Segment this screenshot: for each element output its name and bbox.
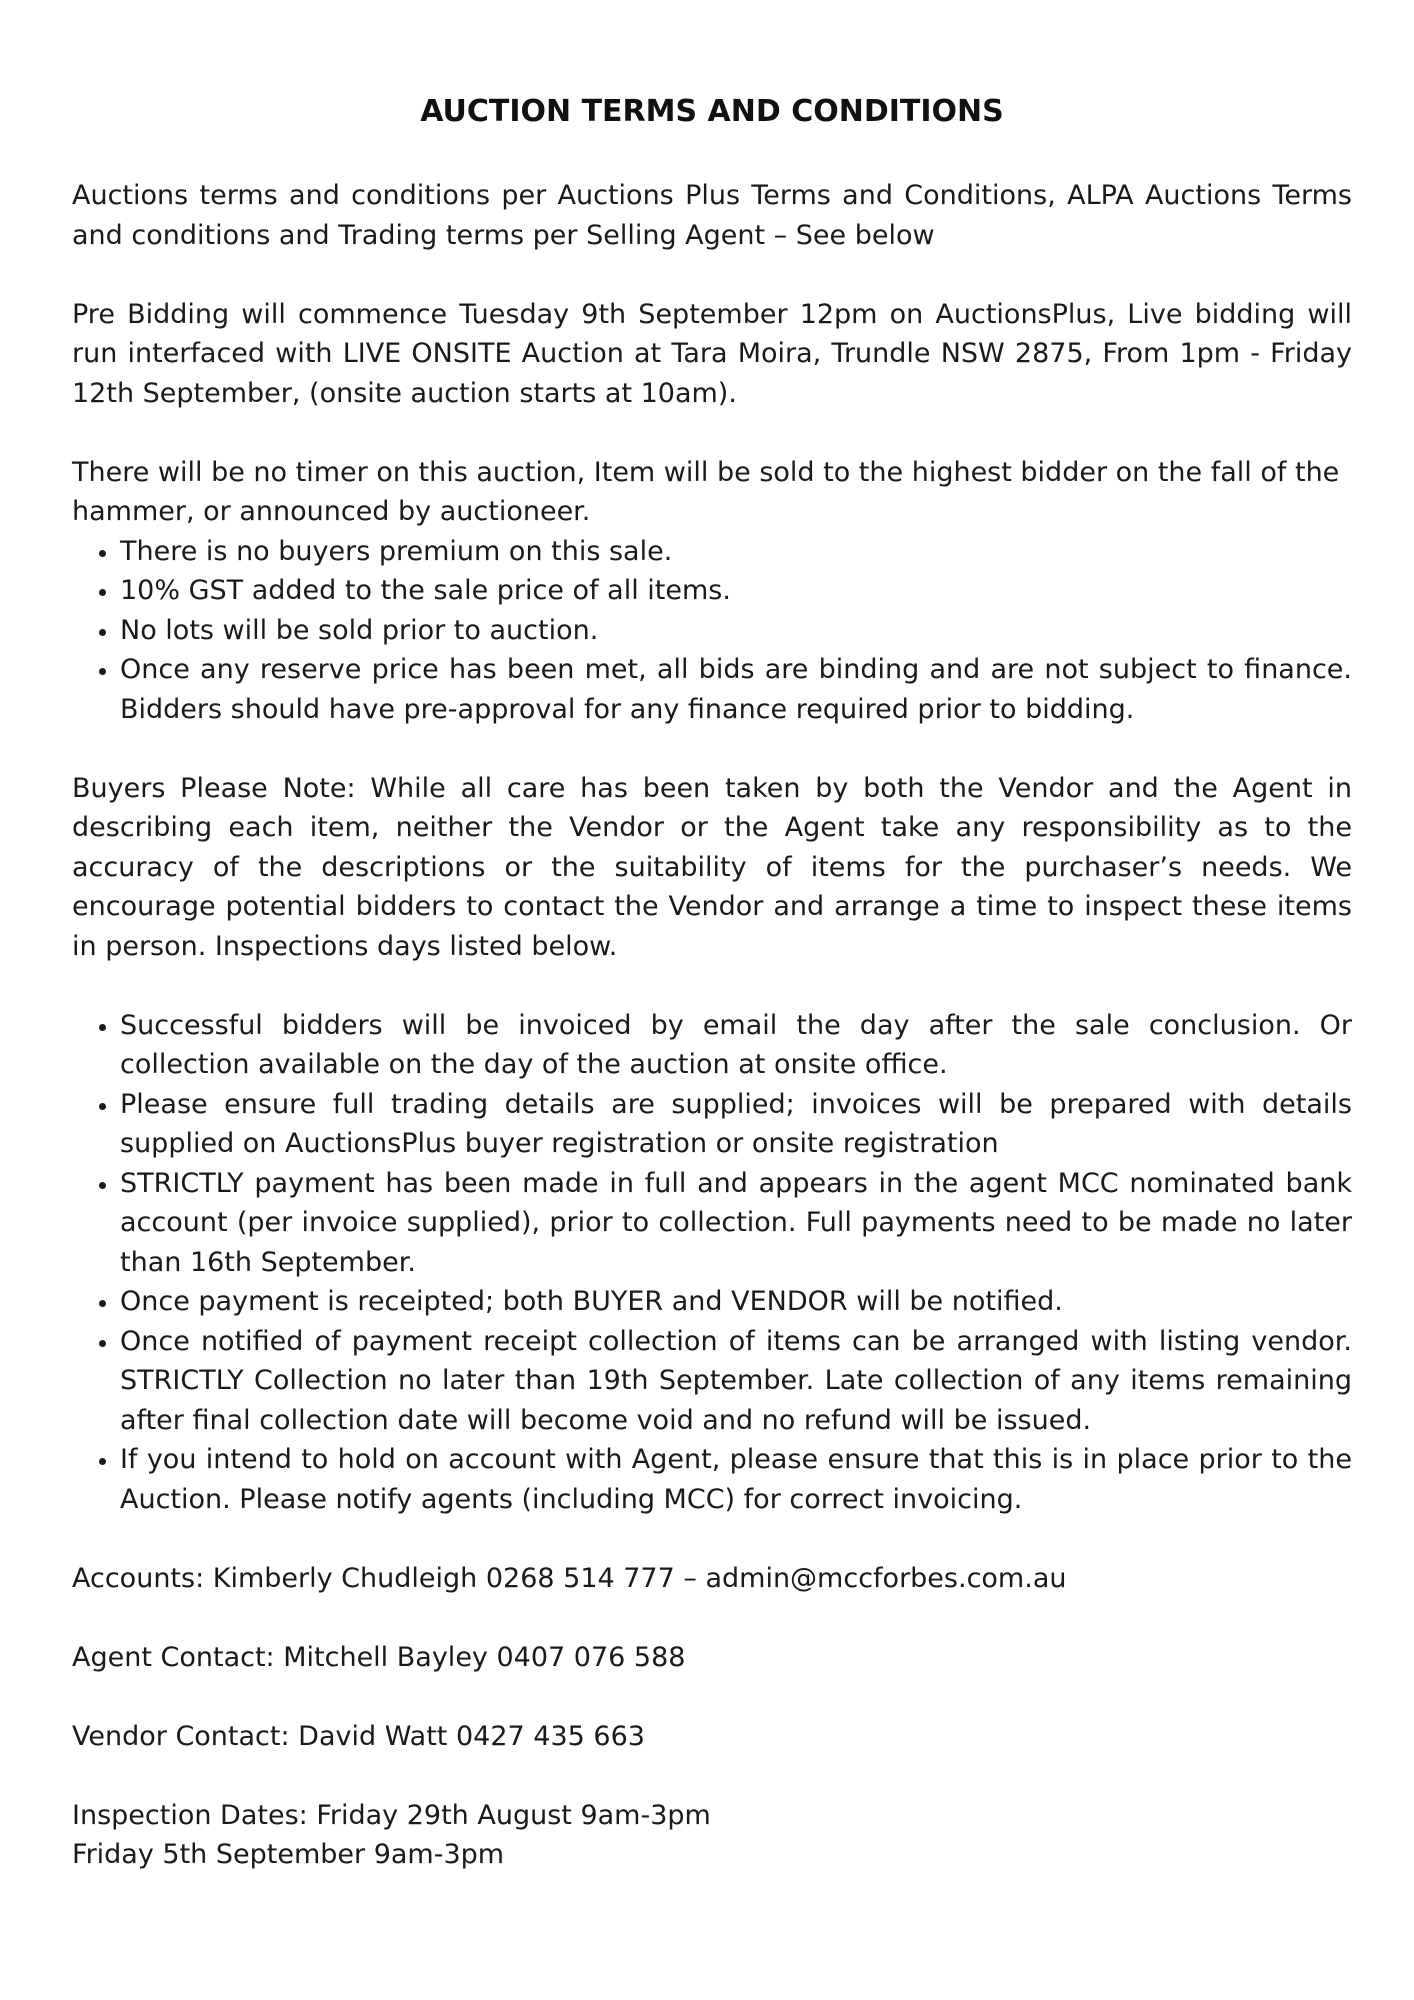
document-page [72,92,1352,1875]
terms-list [72,532,1352,730]
buyers-note-paragraph: Buyers Please Note: While all care has been taken by both the Vendor and the Agent in describing each item, neither the Vendor or the Agent take any responsibility as to the accuracy of the descriptions or the suitability of items for the purchaser’s needs. We encourage potential bidders to contact the Vendor and arrange a time to inspect these items in person. Inspections days listed below. [72,772,1352,962]
list-item: • 10% GST added to the sale price of all items. [120,571,1352,611]
list-item: • If you intend to hold on account with Agent, please ensure that this is in place prior to the Auction. Please notify agents (including MCC) for correct invoicing. [120,1440,1352,1519]
list-item: • Please ensure full trading details are supplied; invoices will be prepared with details supplied on AuctionsPlus buyer registration or onsite registration [120,1085,1352,1164]
list-item: • STRICTLY payment has been made in full and appears in the agent MCC nominated bank account (per invoice supplied), prior to collection. Full payments need to be made no later than 16th September. [120,1164,1352,1283]
agent-contact: Agent Contact: Mitchell Bayley 0407 076 588 [72,1641,686,1673]
list-item: • Successful bidders will be invoiced by email the day after the sale conclusion. Or collection available on the day of the auction at onsite office. [120,1006,1352,1085]
payment-collection-list [72,1006,1352,1520]
vendor-contact: Vendor Contact: David Watt 0427 435 663 [72,1720,645,1752]
accounts-contact: Accounts: Kimberly Chudleigh 0268 514 777 – admin@mccforbes.com.au [72,1562,1067,1594]
list-item: • No lots will be sold prior to auction. [120,611,1352,651]
pre-bidding-paragraph: Pre Bidding will commence Tuesday 9th September 12pm on AuctionsPlus, Live bidding will run interfaced with LIVE ONSITE Auction at Tara Moira, Trundle NSW 2875, From 1pm - Friday 12th September, (onsite auction starts at 10am). [72,298,1352,409]
list-item: • Once notified of payment receipt collection of items can be arranged with listing vendor. STRICTLY Collection no later than 19th September. Late collection of any items remaining after final collection date will become void and no refund will be issued. [120,1322,1352,1441]
inspection-dates-line2: Friday 5th September 9am-3pm [72,1839,505,1870]
list-item: • Once any reserve price has been met, all bids are binding and are not subject to finance. Bidders should have pre-approval for any finance required prior to bidding. [120,650,1352,729]
list-item: • Once payment is receipted; both BUYER and VENDOR will be notified. [120,1282,1352,1322]
timer-paragraph: There will be no timer on this auction, Item will be sold to the highest bidder on the fall of the hammer, or announced by auctioneer. [72,456,1340,527]
inspection-dates-line1: Inspection Dates: Friday 29th August 9am-3pm [72,1799,711,1831]
list-item: • There is no buyers premium on this sale. [120,532,1352,572]
document-title: AUCTION TERMS AND CONDITIONS [420,94,1004,129]
intro-paragraph: Auctions terms and conditions per Auctions Plus Terms and Conditions, ALPA Auctions Terms and conditions and Trading terms per Selling Agent – See below [72,180,1352,251]
